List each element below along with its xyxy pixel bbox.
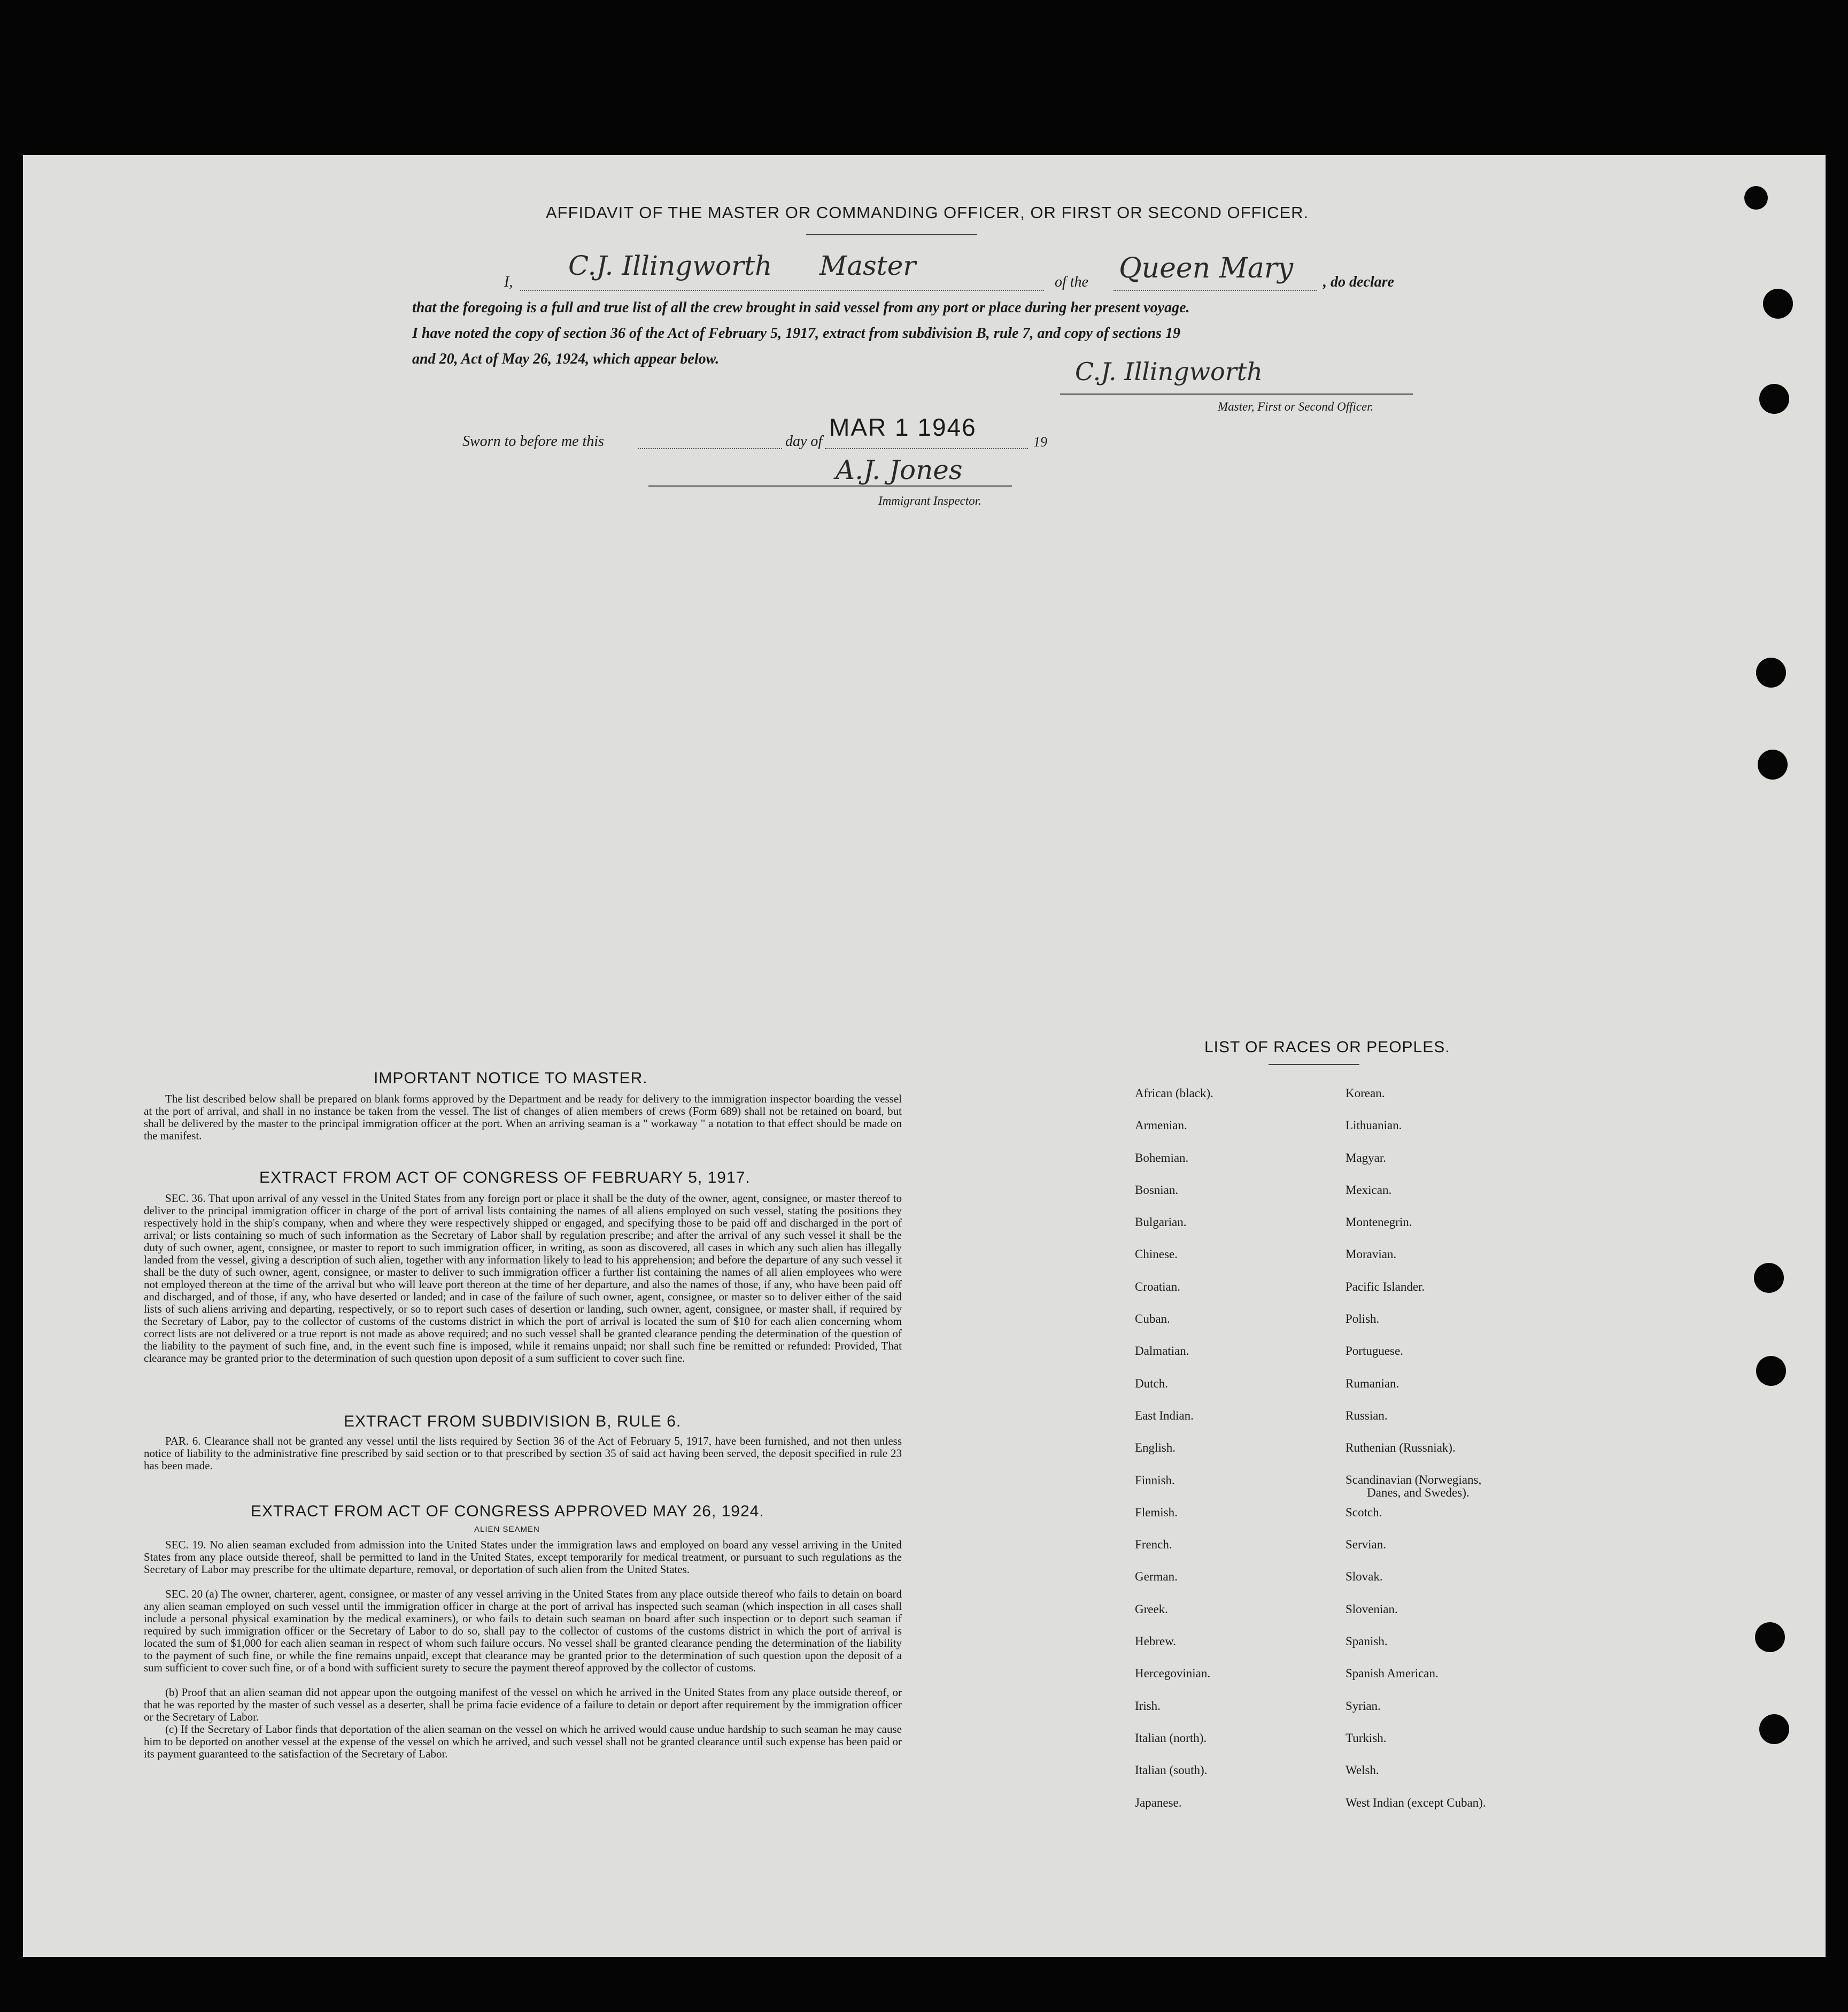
affidavit-title: AFFIDAVIT OF THE MASTER OR COMMANDING OFFICER, OR FIRST OR SECOND OFFICER.	[546, 203, 1309, 222]
races-list-right	[1346, 1086, 1486, 1828]
race-item: Croatian.	[1135, 1279, 1180, 1293]
race-item: African (black).	[1135, 1086, 1213, 1100]
races-list-left	[1135, 1086, 1213, 1828]
race-item: Montenegrin.	[1346, 1215, 1412, 1229]
races-title-rule	[1269, 1064, 1359, 1065]
punch-hole	[1759, 384, 1789, 414]
master-name-signature: C.J. Illingworth	[568, 250, 772, 281]
punch-hole	[1756, 1356, 1786, 1386]
vessel-dotted-line	[1114, 290, 1317, 291]
race-item: East Indian.	[1135, 1408, 1194, 1422]
subdivision-b-title: EXTRACT FROM SUBDIVISION B, RULE 6.	[344, 1413, 682, 1430]
year-prefix: 19	[1033, 434, 1047, 450]
race-item-continuation: Danes, and Swedes).	[1367, 1485, 1470, 1499]
race-item: Chinese.	[1135, 1247, 1178, 1261]
punch-hole	[1755, 1622, 1785, 1652]
race-item: Polish.	[1346, 1312, 1380, 1326]
race-item: Flemish.	[1135, 1505, 1178, 1519]
subdivision-b-text: PAR. 6. Clearance shall not be granted any vessel until the lists required by Section 36 of the Act of February 5, 1917, have been furnished, and not then unless notice of liability to the administrative fine prescribed by said section or to that prescribed by section 35 of said act having been served, the deposit specified in rule 23 has been made.	[144, 1435, 902, 1472]
race-item: Japanese.	[1135, 1795, 1182, 1809]
race-item: Welsh.	[1346, 1763, 1379, 1777]
race-item: Spanish.	[1346, 1635, 1388, 1648]
race-item: Spanish American.	[1346, 1667, 1439, 1680]
race-item: Bohemian.	[1135, 1151, 1189, 1165]
sec20a-text: SEC. 20 (a) The owner, charterer, agent, consignee, or master of any vessel arriving in the United States from any place outside thereof who fails to detain on board any alien seaman employed on such vessel until the immigration officer in charge at the port of arrival has inspected such seaman (which inspection in all cases shall include a personal physical examination by the medical examiners), or who fails to detain such seaman on board after such inspection or to deport such seaman if required by such immigration officer or the Secretary of Labor to do so, shall pay to the collector of customs of the customs district in which the port of arrival is located the sum of $1,000 for each alien seaman in respect of whom such failure occurs. No vessel shall be granted clearance pending the determination of the liability to the payment of such fine, or while the fine remains unpaid, except that clearance may be granted prior to the determination of such question upon the deposit of a sum sufficient to cover such fine, or of a bond with sufficient surety to secure the payment thereof approved by the collector of customs.	[144, 1587, 902, 1674]
inspector-signature: A.J. Jones	[836, 454, 963, 485]
inspector-caption: Immigrant Inspector.	[878, 494, 981, 507]
punch-hole	[1754, 1263, 1784, 1293]
race-item: West Indian (except Cuban).	[1346, 1795, 1486, 1809]
officer-caption: Master, First or Second Officer.	[1218, 400, 1374, 413]
race-item: Ruthenian (Russniak).	[1346, 1441, 1456, 1455]
race-item: French.	[1135, 1538, 1172, 1552]
race-item-line: Scandinavian (Norwegians,	[1346, 1473, 1482, 1486]
sec20c-text: (c) If the Secretary of Labor finds that deportation of the alien seaman on the vessel on which he arrived would cause undue hardship to such seaman he may cause him to be deported on another vessel at the expense of the vessel on which he arrived, and such vessel shall not be granted clearance until such expense has been paid or its payment guaranteed to the satisfaction of the Secretary of Labor.	[144, 1723, 902, 1760]
sworn-day-line	[638, 448, 782, 449]
do-declare-label: , do declare	[1323, 274, 1394, 290]
race-item: Servian.	[1346, 1538, 1387, 1552]
race-item: Armenian.	[1135, 1119, 1187, 1132]
race-item: Hebrew.	[1135, 1635, 1177, 1648]
race-item: Portuguese.	[1346, 1344, 1403, 1358]
race-item: Finnish.	[1135, 1473, 1175, 1487]
race-item: Dalmatian.	[1135, 1344, 1189, 1358]
race-item: Dutch.	[1135, 1376, 1168, 1390]
race-item: German.	[1135, 1570, 1178, 1584]
race-item: Greek.	[1135, 1602, 1168, 1616]
notice-text: The list described below shall be prepared on blank forms approved by the Department and be ready for delivery to the immigration inspector boarding the vessel at the port of arrival, and shall in no instance be taken from the vessel. The list of changes of alien members of crews (Form 689) shall not be retained on board, but shall be delivered by the master to the principal immigration officer at the port. When an arriving seaman is a " workaway " a notation to that effect should be made on the manifest.	[144, 1092, 902, 1142]
race-item: Lithuanian.	[1346, 1119, 1402, 1132]
sworn-label: Sworn to before me this	[462, 433, 604, 450]
extract-1917-title: EXTRACT FROM ACT OF CONGRESS OF FEBRUARY 5, 1917.	[259, 1169, 751, 1186]
extract-1917-text: SEC. 36. That upon arrival of any vessel in the United States from any foreign port or place it shall be the duty of the owner, agent, consignee, or master thereof to deliver to the principal immigration officer in charge of the port of arrival lists containing the names of all aliens employed on such vessel, stating the positions they respectively hold in the ship's company, when and where they were respectively shipped or engaged, and specifying those to be paid off and discharged in the port of arrival; or lists containing so much of such information as the Secretary of Labor shall by regulation prescribe; and after the arrival of any such vessel it shall be the duty of such owner, agent, consignee, or master to report to such immigration officer, in writing, as soon as discovered, all cases in which any such alien has illegally landed from the vessel, giving a description of such alien, together with any information likely to lead to his apprehension; and before the departure of any such vessel it shall be the duty of such owner, agent, consignee, or master to deliver to such immigration officer a further list containing the names of all alien employees who were not employed thereon at the time of the arrival but who will leave port thereon at the time of her departure, and also the names of those, if any, who have been paid off and discharged, and of those, if any, who have deserted or landed; and in case of the failure of such owner, agent, consignee, or master so to deliver either of the said lists of such aliens arriving and departing, respectively, or so to report such cases of desertion or landing, such owner, agent, consignee, or master shall, if required by the Secretary of Labor, pay to the collector of customs of the customs district in which the port of arrival is located the sum of $10 for each alien concerning whom correct lists are not delivered or a true report is not made as above required; and no such vessel shall be granted clearance pending the determination of the question of the liability to the payment of such fine, and, in the event such fine is imposed, while it remains unpaid; nor shall such fine be remitted or refunded: Provided, That clearance may be granted prior to the determination of such question upon deposit of a sum sufficient to cover such fine.	[144, 1192, 902, 1365]
affidavit-body-2: I have noted the copy of section 36 of the Act of February 5, 1917, extract from subdivision B, rule 7, and copy of sections 19	[412, 325, 1181, 342]
sec20b-text: (b) Proof that an alien seaman did not appear upon the outgoing manifest of the vessel on which he arrived in the United States from any place outside thereof, or that he was reported by the master of such vessel as a deserter, shall be prima facie evidence of a failure to detain or deport after requirement by the immigration officer or the Secretary of Labor.	[144, 1686, 902, 1723]
race-item: Turkish.	[1346, 1731, 1387, 1745]
race-item: Cuban.	[1135, 1312, 1170, 1326]
day-of-label: day of	[785, 433, 823, 450]
punch-hole	[1759, 1714, 1789, 1744]
rank-written: Master	[819, 250, 916, 281]
race-item: Mexican.	[1346, 1183, 1392, 1197]
race-item: Moravian.	[1346, 1247, 1397, 1261]
race-item: Slovak.	[1346, 1570, 1383, 1584]
race-item: English.	[1135, 1441, 1176, 1455]
race-item: Pacific Islander.	[1346, 1279, 1425, 1293]
punch-hole	[1756, 658, 1786, 688]
punch-hole	[1758, 750, 1788, 780]
affidavit-body-1: that the foregoing is a full and true list of all the crew brought in said vessel from any port or place during her present voyage.	[412, 299, 1190, 316]
officer-signature-line	[1060, 394, 1413, 395]
race-item: Magyar.	[1346, 1151, 1387, 1165]
race-item: Italian (south).	[1135, 1763, 1208, 1777]
punch-hole	[1744, 186, 1768, 210]
sworn-month-line	[825, 448, 1028, 449]
race-item: Irish.	[1135, 1699, 1161, 1713]
officer-signature: C.J. Illingworth	[1075, 357, 1263, 386]
race-item: Rumanian.	[1346, 1376, 1399, 1390]
race-item: Italian (north).	[1135, 1731, 1207, 1745]
affidavit-body-3: and 20, Act of May 26, 1924, which appear below.	[412, 351, 720, 367]
punch-hole	[1763, 289, 1793, 319]
vessel-name: Queen Mary	[1119, 252, 1294, 284]
race-item: Bosnian.	[1135, 1183, 1179, 1197]
affidavit-i: I,	[504, 274, 513, 290]
document-page	[23, 155, 1826, 1957]
name-dotted-line	[520, 290, 1044, 291]
of-the-label: of the	[1055, 274, 1088, 290]
sec19-text: SEC. 19. No alien seaman excluded from admission into the United States under the immigration laws and employed on board any vessel arriving in the United States from any place outside thereof, shall be permitted to land in the United States, except temporarily for medical treatment, or pursuant to such regulations as the Secretary of Labor may prescribe for the ultimate departure, removal, or deportation of such alien from the United States.	[144, 1538, 902, 1576]
race-item	[1346, 1474, 1486, 1506]
extract-1924-title: EXTRACT FROM ACT OF CONGRESS APPROVED MAY 26, 1924.	[251, 1502, 764, 1520]
race-item: Korean.	[1346, 1086, 1385, 1100]
alien-seamen-subtitle: ALIEN SEAMEN	[474, 1525, 540, 1534]
race-item: Hercegovinian.	[1135, 1667, 1211, 1680]
races-title: LIST OF RACES OR PEOPLES.	[1204, 1038, 1450, 1056]
title-rule	[806, 234, 977, 235]
race-item: Syrian.	[1346, 1699, 1381, 1713]
race-item: Russian.	[1346, 1408, 1388, 1422]
race-item: Bulgarian.	[1135, 1215, 1187, 1229]
notice-title: IMPORTANT NOTICE TO MASTER.	[374, 1069, 648, 1087]
race-item: Scotch.	[1346, 1505, 1382, 1519]
inspector-signature-line	[648, 485, 1012, 487]
race-item: Slovenian.	[1346, 1602, 1398, 1616]
date-stamp: MAR 1 1946	[829, 413, 977, 441]
